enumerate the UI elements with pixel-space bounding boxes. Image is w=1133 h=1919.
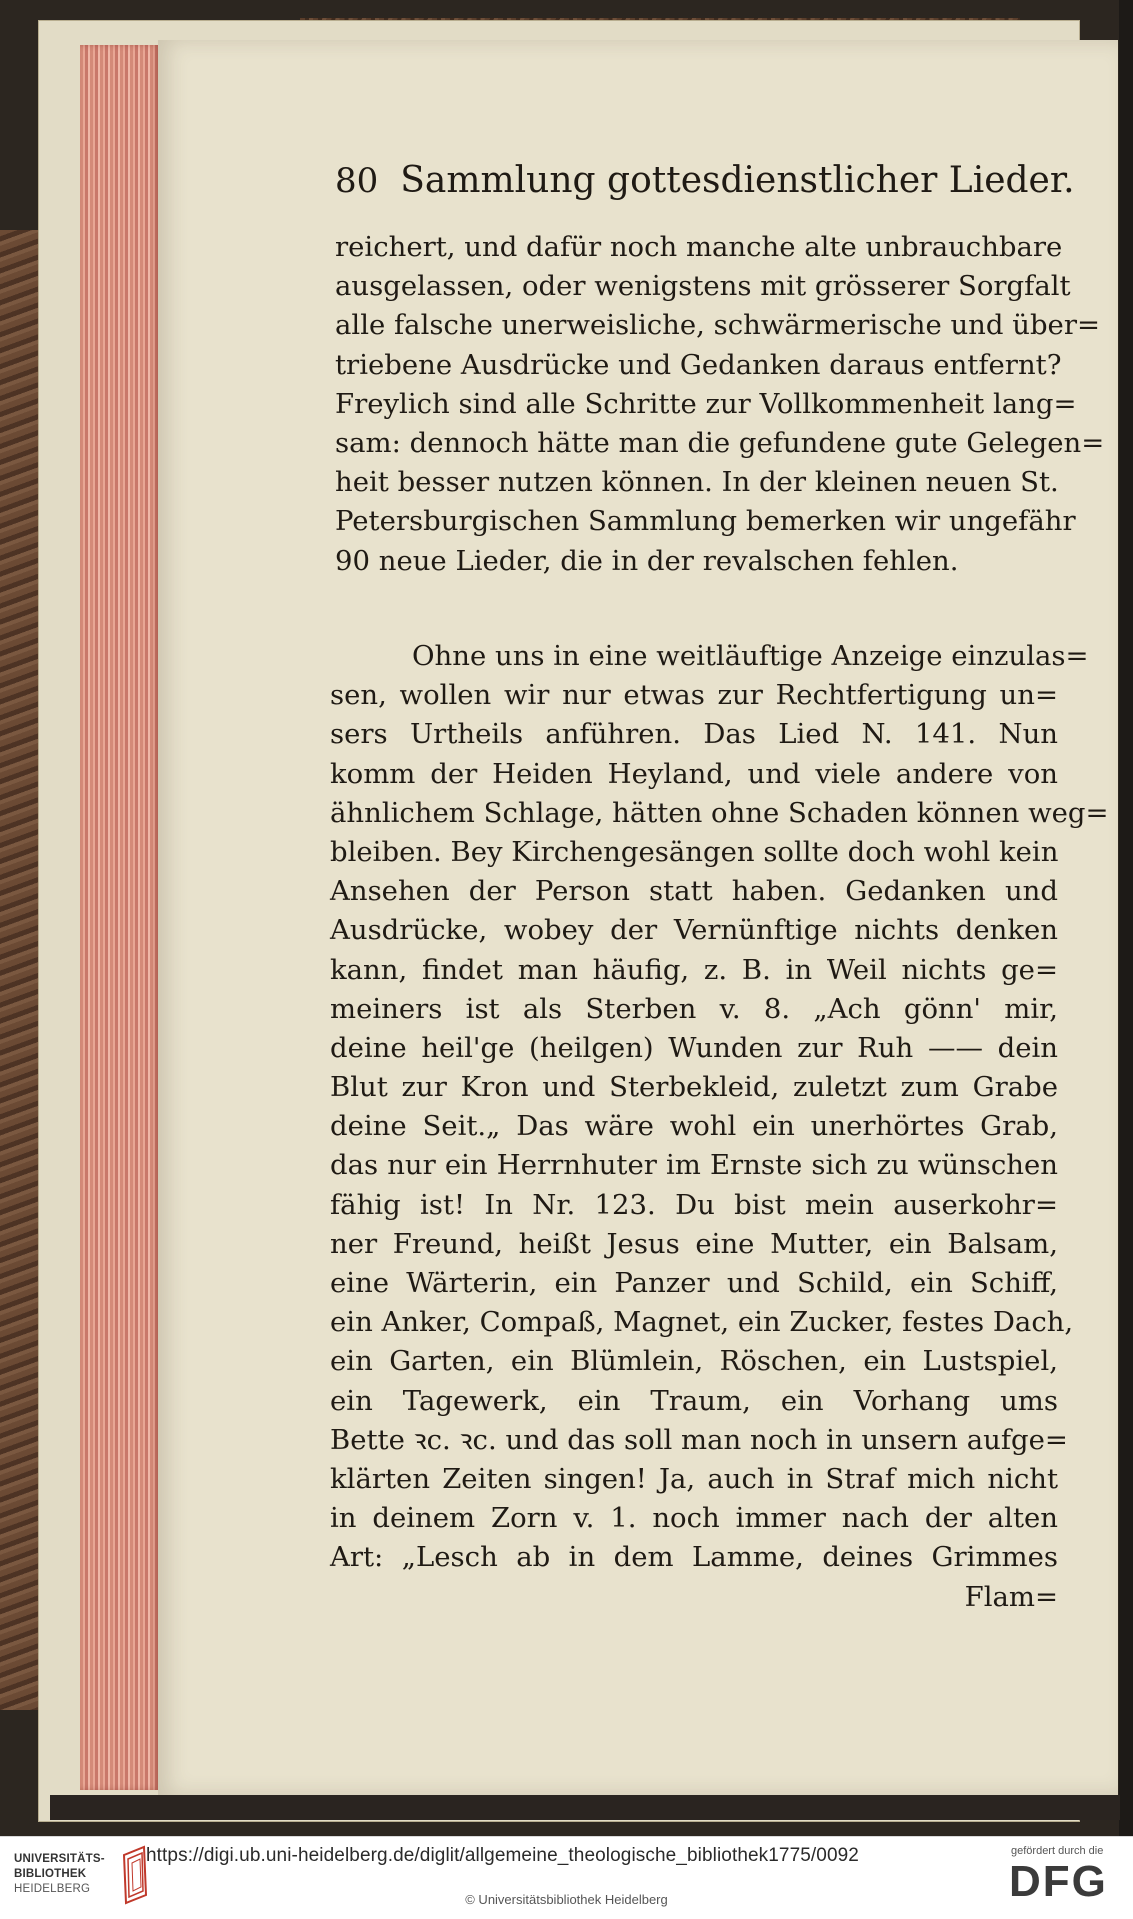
catchword: Flam= bbox=[964, 1580, 1058, 1613]
copyright-notice: © Universitätsbibliothek Heidelberg bbox=[465, 1892, 668, 1907]
text-line: Ausdrücke, wobey der Vernünftige nichts denken bbox=[330, 914, 1058, 947]
library-name-line2: BIBLIOTHEK bbox=[14, 1868, 87, 1880]
text-line: meiners ist als Sterben v. 8. „Ach gönn' mir, bbox=[330, 992, 1058, 1025]
text-line: das nur ein Herrnhuter im Ernste sich zu wünschen bbox=[330, 1149, 1058, 1182]
text-line: Blut zur Kron und Sterbekleid, zuletzt zum Grabe bbox=[330, 1071, 1058, 1104]
text-line: sers Urtheils anführen. Das Lied N. 141. Nun bbox=[330, 718, 1058, 751]
text-line: ner Freund, heißt Jesus eine Mutter, ein Balsam, bbox=[330, 1227, 1058, 1260]
viewer-footer bbox=[0, 1836, 1133, 1919]
scan-border bbox=[1119, 0, 1133, 1836]
text-line: ein Tagewerk, ein Traum, ein Vorhang ums bbox=[330, 1384, 1058, 1417]
permalink-url[interactable]: https://digi.ub.uni-heidelberg.de/diglit/allgemeine_theologische_bibliothek1775/0092 bbox=[146, 1845, 859, 1866]
text-line: deine heil'ge (heilgen) Wunden zur Ruh —— dein bbox=[330, 1031, 1058, 1064]
text-line: Ohne uns in eine weitläuftige Anzeige einzulas= bbox=[412, 640, 1089, 672]
text-line: alle falsche unerweisliche, schwärmerische und über= bbox=[335, 309, 1101, 342]
text-line: ähnlichem Schlage, hätten ohne Schaden können weg= bbox=[330, 796, 1109, 829]
paragraph-2 bbox=[330, 637, 1109, 1617]
text-line: eine Wärterin, ein Panzer und Schild, ein Schiff, bbox=[330, 1267, 1058, 1299]
text-line: Bette ꝛc. ꝛc. und das soll man noch in unsern aufge= bbox=[330, 1423, 1068, 1456]
text-line: kann, findet man häufig, z. B. in Weil nichts ge= bbox=[330, 953, 1058, 986]
library-name-line3: HEIDELBERG bbox=[14, 1883, 91, 1895]
text-line: bleiben. Bey Kirchengesängen sollte doch wohl kein bbox=[330, 835, 1059, 868]
text-line: klärten Zeiten singen! Ja, auch in Straf mich nicht bbox=[330, 1462, 1058, 1495]
text-line: deine Seit.„ Das wäre wohl ein unerhörtes Grab, bbox=[330, 1110, 1058, 1143]
funder-logo-text: DFG bbox=[1009, 1857, 1108, 1906]
text-line: Petersburgischen Sammlung bemerken wir ungefähr bbox=[335, 505, 1076, 538]
dfg-logo[interactable] bbox=[1005, 1845, 1123, 1915]
text-line: ausgelassen, oder wenigstens mit grösserer Sorgfalt bbox=[335, 270, 1071, 303]
running-head-title: Sammlung gottesdienstlicher Lieder. bbox=[400, 160, 1075, 201]
red-page-edge bbox=[80, 45, 160, 1790]
text-line: ein Garten, ein Blümlein, Röschen, ein Lustspiel, bbox=[330, 1345, 1058, 1378]
text-line: komm der Heiden Heyland, und viele andere von bbox=[330, 757, 1058, 790]
page-bottom-shadow bbox=[50, 1795, 1120, 1820]
text-line: Freylich sind alle Schritte zur Vollkommenheit lang= bbox=[335, 387, 1077, 420]
text-line: triebene Ausdrücke und Gedanken daraus entfernt? bbox=[335, 348, 1062, 381]
text-line: heit besser nutzen können. In der kleinen neuen St. bbox=[335, 466, 1059, 499]
running-header bbox=[335, 160, 1075, 212]
text-line: ein Anker, Compaß, Magnet, ein Zucker, festes Dach, bbox=[330, 1306, 1074, 1339]
text-line: Art: „Lesch ab in dem Lamme, deines Grimmes bbox=[330, 1541, 1058, 1574]
text-line: sen, wollen wir nur etwas zur Rechtfertigung un= bbox=[330, 679, 1058, 712]
library-name-line1: UNIVERSITÄTS- bbox=[14, 1853, 105, 1865]
paragraph-1 bbox=[335, 228, 1105, 581]
text-line: sam: dennoch hätte man die gefundene gute Gelegen= bbox=[335, 426, 1105, 459]
page-number: 80 bbox=[335, 161, 379, 201]
text-line: in deinem Zorn v. 1. noch immer nach der alten bbox=[330, 1502, 1058, 1535]
text-line: Ansehen der Person statt haben. Gedanken und bbox=[330, 875, 1058, 908]
text-line: reichert, und dafür noch manche alte unbrauchbare bbox=[335, 231, 1063, 263]
text-line: fähig ist! In Nr. 123. Du bist mein auserkohr= bbox=[330, 1188, 1058, 1221]
funder-caption: gefördert durch die bbox=[1011, 1845, 1104, 1857]
text-line: 90 neue Lieder, die in der revalschen fehlen. bbox=[335, 544, 959, 577]
